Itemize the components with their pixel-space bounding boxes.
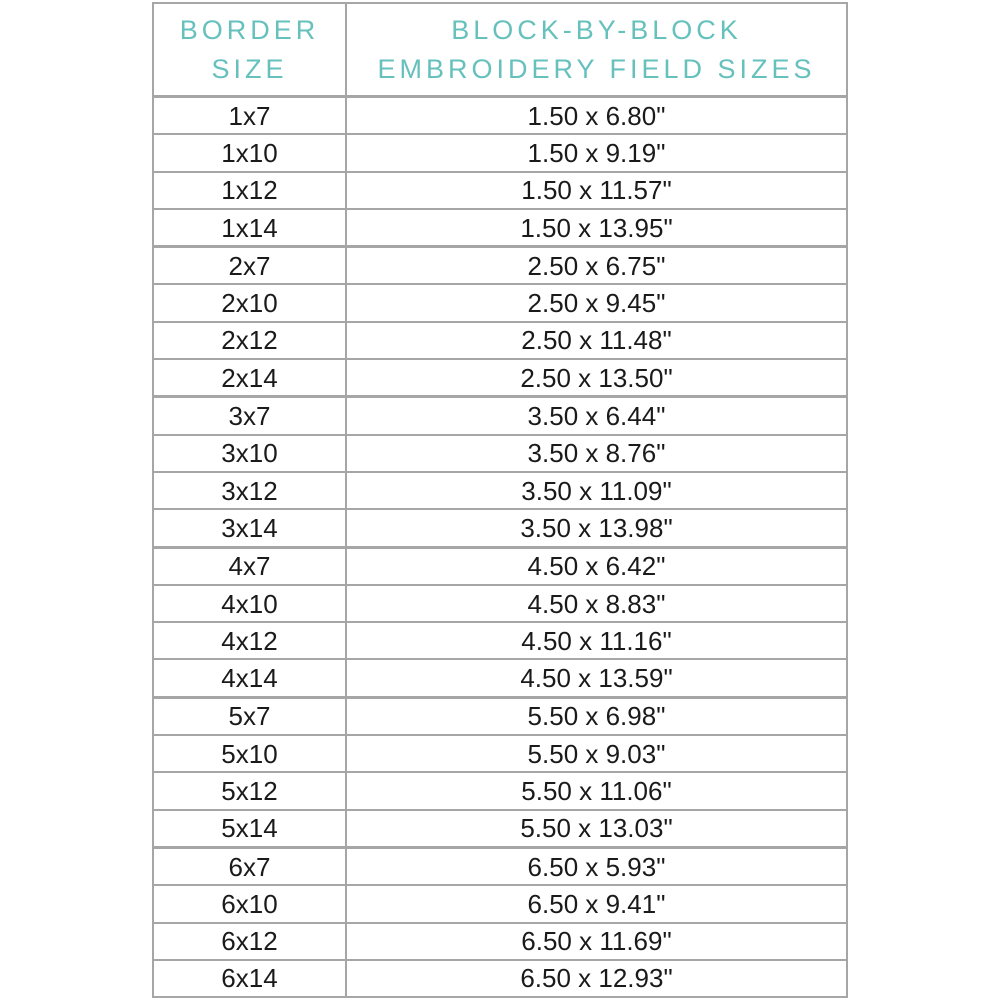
field-size-cell: 3.50 x 13.98": [520, 512, 673, 543]
field-size-cell: 4.50 x 8.83": [527, 588, 666, 619]
table-row-6x7: [154, 846, 846, 884]
border-size-cell: 1x7: [154, 98, 347, 133]
field-size-cell: 4.50 x 6.42": [527, 551, 666, 582]
table-row-5x14: [154, 809, 846, 846]
table-row-5x10: [154, 734, 846, 771]
border-size-cell: 3x14: [154, 510, 347, 545]
border-size-cell: 5x14: [154, 811, 347, 846]
table-row-4x7: [154, 546, 846, 584]
table-row-6x10: [154, 884, 846, 921]
border-size-cell: 4x7: [154, 549, 347, 584]
table-header-row: [154, 4, 846, 98]
field-size-cell: 6.50 x 12.93": [520, 963, 673, 994]
field-size-cell: 2.50 x 6.75": [527, 250, 666, 281]
embroidery-size-table: [152, 2, 848, 998]
table-row-1x10: [154, 133, 846, 170]
header-border-size-line2: SIZE: [211, 53, 288, 84]
field-size-cell: 1.50 x 9.19": [527, 137, 666, 168]
border-size-cell: 3x7: [154, 398, 347, 433]
table-row-5x12: [154, 771, 846, 808]
header-field-sizes: [347, 4, 846, 95]
table-row-6x12: [154, 922, 846, 959]
table-row-1x12: [154, 171, 846, 208]
table-row-3x7: [154, 395, 846, 433]
border-size-cell: 6x14: [154, 961, 347, 996]
table-row-5x7: [154, 696, 846, 734]
field-size-cell: 6.50 x 9.41": [527, 888, 666, 919]
table-row-2x7: [154, 245, 846, 283]
field-size-cell: 3.50 x 11.09": [521, 475, 672, 506]
table-row-1x14: [154, 208, 846, 245]
table-row-3x14: [154, 508, 846, 545]
border-size-cell: 4x14: [154, 660, 347, 695]
table-body: [154, 98, 846, 996]
field-size-cell: 2.50 x 13.50": [520, 362, 673, 393]
field-size-cell: 2.50 x 9.45": [527, 288, 666, 319]
border-size-cell: 3x10: [154, 436, 347, 471]
table-row-4x12: [154, 621, 846, 658]
field-size-cell: 4.50 x 13.59": [520, 663, 673, 694]
header-border-size: [154, 4, 347, 95]
field-size-cell: 6.50 x 11.69": [521, 926, 672, 957]
table-row-1x7: [154, 98, 846, 133]
field-size-cell: 6.50 x 5.93": [527, 851, 666, 882]
table-row-4x10: [154, 584, 846, 621]
table-row-6x14: [154, 959, 846, 996]
border-size-cell: 6x7: [154, 849, 347, 884]
table-row-2x12: [154, 321, 846, 358]
border-size-cell: 5x7: [154, 699, 347, 734]
field-size-cell: 1.50 x 13.95": [520, 212, 673, 243]
table-row-3x12: [154, 471, 846, 508]
field-size-cell: 5.50 x 9.03": [527, 738, 666, 769]
border-size-cell: 1x12: [154, 173, 347, 208]
border-size-cell: 4x10: [154, 586, 347, 621]
border-size-cell: 2x10: [154, 285, 347, 320]
table-row-3x10: [154, 434, 846, 471]
field-size-cell: 5.50 x 11.06": [521, 775, 672, 806]
border-size-cell: 1x14: [154, 210, 347, 245]
border-size-cell: 1x10: [154, 135, 347, 170]
border-size-cell: 6x10: [154, 886, 347, 921]
border-size-cell: 2x12: [154, 323, 347, 358]
border-size-cell: 5x10: [154, 736, 347, 771]
border-size-cell: 2x7: [154, 248, 347, 283]
field-size-cell: 4.50 x 11.16": [521, 625, 672, 656]
border-size-cell: 2x14: [154, 360, 347, 395]
field-size-cell: 1.50 x 11.57": [521, 175, 672, 206]
table-row-2x10: [154, 283, 846, 320]
header-field-sizes-line2: EMBROIDERY FIELD SIZES: [377, 53, 816, 84]
field-size-cell: 5.50 x 13.03": [520, 813, 673, 844]
field-size-cell: 2.50 x 11.48": [521, 325, 672, 356]
border-size-cell: 4x12: [154, 623, 347, 658]
header-field-sizes-line1: BLOCK-BY-BLOCK: [451, 14, 742, 45]
border-size-cell: 5x12: [154, 773, 347, 808]
field-size-cell: 1.50 x 6.80": [527, 100, 666, 131]
field-size-cell: 3.50 x 8.76": [527, 438, 666, 469]
field-size-cell: 3.50 x 6.44": [527, 401, 666, 432]
border-size-cell: 6x12: [154, 924, 347, 959]
field-size-cell: 5.50 x 6.98": [527, 701, 666, 732]
table-row-2x14: [154, 358, 846, 395]
header-border-size-line1: BORDER: [179, 14, 320, 45]
table-row-4x14: [154, 658, 846, 695]
border-size-cell: 3x12: [154, 473, 347, 508]
